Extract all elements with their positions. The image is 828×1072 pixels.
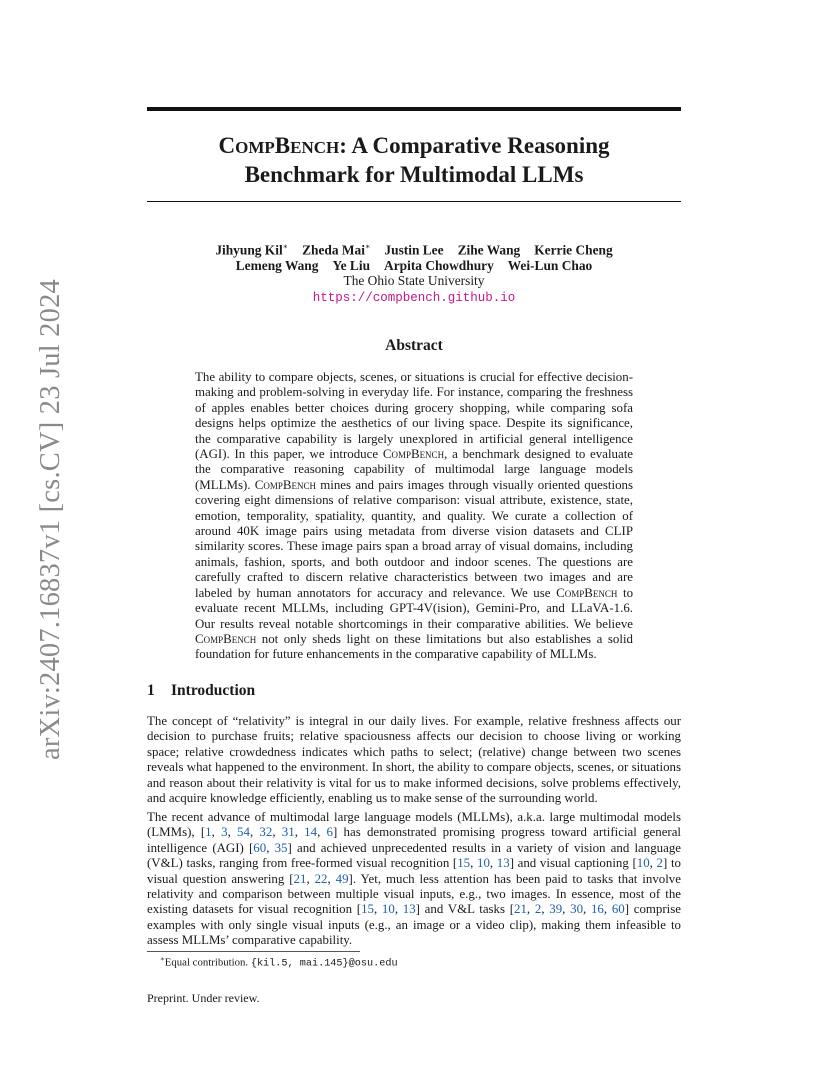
preprint-notice: Preprint. Under review. xyxy=(147,991,260,1005)
section-number: 1 xyxy=(147,682,155,699)
citation-link[interactable]: 21 xyxy=(514,902,527,917)
citation-link[interactable]: 35 xyxy=(274,840,288,855)
equal-contribution-mark: ∗ xyxy=(364,242,371,251)
project-url-link[interactable]: https://compbench.github.io xyxy=(312,290,516,305)
citation-link[interactable]: 3 xyxy=(221,825,228,840)
citation-link[interactable]: 6 xyxy=(326,825,333,840)
benchmark-name: CompBench xyxy=(195,631,257,646)
citation-link[interactable]: 10 xyxy=(477,856,490,871)
citation-link[interactable]: 21 xyxy=(293,871,307,886)
arxiv-sidebar-id: arXiv:2407.16837v1 [cs.CV] 23 Jul 2024 xyxy=(35,279,66,760)
benchmark-name: CompBench xyxy=(382,447,445,462)
author: Ye Liu xyxy=(332,257,371,273)
citation-link[interactable]: 32 xyxy=(259,825,273,840)
affiliation: The Ohio State University xyxy=(343,273,485,289)
intro-paragraph-1: The concept of “relativity” is integral in our daily lives. For example, relative freshness affects our decision to purchase fruits; relative spaciousness affects our decision to choose living or working space; relative crowdedness indicates which paths to select; (relative) change between two scenes reveals what happened to the environment. In short, the ability to compare objects, scenes, or situations and reason about their relativity is vital for us to make informed decisions, solve problems effectively, and acquire knowledge efficiently, enabling us to make sense of the surrounding world. xyxy=(147,714,681,806)
abstract-body: The ability to compare objects, scenes, or situations is crucial for effective decision-making and problem-solving in everyday life. For instance, comparing the freshness of apples enables better choices during grocery shopping, while comparing sofa designs helps optimize the aesthetics of our living space. Despite its significance, the comparative capability is largely unexplored in artificial general intelligence (AGI). In this paper, we introduce CompBench, a benchmark designed to evaluate the comparative reasoning capability of multimodal large language models (MLLMs). CompBench mines and pairs images through visually oriented questions covering eight dimensions of relative comparison: visual attribute, existence, state, emotion, temporality, spatiality, quantity, and quality. We curate a collection of around 40K image pairs using metadata from diverse vision datasets and CLIP similarity scores. These image pairs span a broad array of visual domains, including animals, fashion, sports, and both outdoor and indoor scenes. The questions are carefully crafted to discern relative characteristics between two images and are labeled by human annotators for accuracy and relevance. We use CompBench to evaluate recent MLLMs, including GPT-4V(ision), Gemini-Pro, and LLaVA-1.6. Our results reveal notable shortcomings in their comparative abilities. We believe CompBench not only sheds light on these limitations but also establishes a solid foundation for future enhancements in the comparative capability of MLLMs. xyxy=(195,370,634,662)
abstract-heading: Abstract xyxy=(385,337,443,354)
citation-link[interactable]: 49 xyxy=(335,871,349,886)
citation-link[interactable]: 60 xyxy=(611,902,625,917)
author: Kerrie Cheng xyxy=(534,242,613,258)
footnote-rule xyxy=(147,951,360,952)
title-line-2: Benchmark for Multimodal LLMs xyxy=(244,162,584,187)
paper-title xyxy=(147,132,681,188)
benchmark-name: CompBench xyxy=(254,477,316,492)
footnote-emails: {kil.5, mai.145}@osu.edu xyxy=(250,958,398,970)
citation-link[interactable]: 13 xyxy=(402,902,416,917)
citation-link[interactable]: 22 xyxy=(314,871,328,886)
citation-link[interactable]: 31 xyxy=(281,825,295,840)
author: Justin Lee xyxy=(384,242,444,258)
author: Wei-Lun Chao xyxy=(507,257,593,273)
title-line-1: COMPBENCH: A Comparative Reasoning xyxy=(218,133,610,158)
author: Zheda Mai xyxy=(302,242,365,258)
author: Zihe Wang xyxy=(457,242,521,258)
benchmark-name: CompBench xyxy=(556,585,618,600)
author: Arpita Chowdhury xyxy=(384,257,494,273)
author-block xyxy=(147,239,681,306)
author: Lemeng Wang xyxy=(235,257,319,273)
citation-link[interactable]: 10 xyxy=(381,902,395,917)
section-title: Introduction xyxy=(171,682,256,699)
author-line-2 xyxy=(147,258,681,274)
intro-paragraph-2: The recent advance of multimodal large language models (MLLMs), a.k.a. large multimodal models (LMMs), [1, 3, 54, 32, 31, 14, 6] has demonstrated promising progress toward artificial general intelligence (AGI) [60, 35] and achieved unprecedented results in a variety of vision and language (V&L) tasks, ranging from free-formed visual recognition [15, 10, 13] and visual captioning [10, 2] to visual question answering [21, 22, 49]. Yet, much less attention has been paid to tasks that involve relativity and comparison between multiple visual inputs, e.g., two images. In essence, most of the existing datasets for visual recognition [15, 10, 13] and V&L tasks [21, 2, 39, 30, 16, 60] comprise examples with only single visual inputs (e.g., an image or a video clip), making them infeasible to assess MLLMs’ comparative capability. xyxy=(147,810,682,948)
citation-link[interactable]: 60 xyxy=(253,840,267,855)
citation-link[interactable]: 16 xyxy=(590,902,604,917)
author-line-1 xyxy=(147,239,681,258)
citation-link[interactable]: 39 xyxy=(549,902,563,917)
citation-link[interactable]: 15 xyxy=(361,902,374,917)
citation-link[interactable]: 15 xyxy=(457,856,471,871)
citation-link[interactable]: 14 xyxy=(304,825,318,840)
citation-link[interactable]: 2 xyxy=(534,902,542,917)
section-heading-introduction xyxy=(147,682,255,700)
citation-link[interactable]: 13 xyxy=(496,856,510,871)
title-bottom-rule xyxy=(147,201,681,202)
citation-link[interactable]: 1 xyxy=(205,825,212,840)
footnote: ∗Equal contribution. {kil.5, mai.145}@osu.edu xyxy=(160,955,398,970)
citation-link[interactable]: 54 xyxy=(237,825,250,840)
equal-contribution-mark: ∗ xyxy=(282,242,289,251)
title-top-rule xyxy=(147,107,681,111)
citation-link[interactable]: 10 xyxy=(636,856,650,871)
citation-link[interactable]: 30 xyxy=(570,902,584,917)
citation-link[interactable]: 2 xyxy=(656,856,663,871)
author: Jihyung Kil xyxy=(215,242,283,258)
